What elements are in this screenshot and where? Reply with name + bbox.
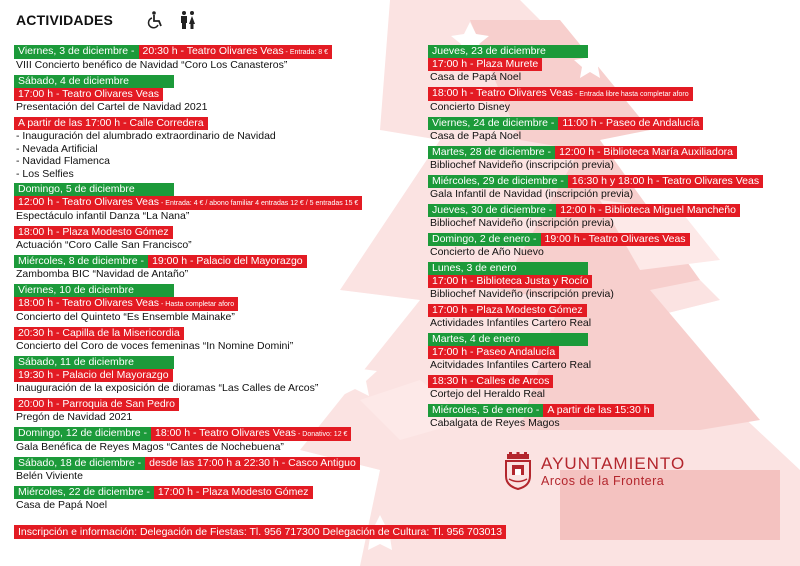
event-date: Miércoles, 5 de enero - (428, 404, 543, 417)
event-header (428, 233, 788, 246)
event-time-place: 17:00 h - Paseo Andalucía (428, 346, 559, 359)
event-time-place: 17:00 h - Biblioteca Justa y Rocío (428, 275, 592, 288)
event-time-place: A partir de las 15:30 h (543, 404, 653, 417)
event-description: Gala Infantil de Navidad (inscripción previa) (430, 188, 634, 200)
event-description: - Inauguración del alumbrado extraordinario de Navidad (16, 130, 276, 142)
event-item (14, 183, 414, 223)
event-date: Domingo, 2 de enero - (428, 233, 541, 246)
event-item (428, 333, 788, 372)
event-description: Espectáculo infantil Danza “La Nana” (16, 210, 190, 222)
event-time-place: 12:00 h - Biblioteca María Auxiliadora (555, 146, 737, 159)
ayuntamiento-logo (503, 452, 685, 490)
event-description: Casa de Papá Noel (16, 499, 108, 511)
event-header (428, 404, 788, 417)
event-description: Casa de Papá Noel (430, 130, 522, 142)
event-description: - Navidad Flamenca (16, 155, 110, 167)
event-header (428, 175, 788, 188)
event-item (14, 427, 414, 454)
event-item (428, 87, 788, 114)
event-date: Viernes, 24 de diciembre - (428, 117, 558, 130)
event-description: Actividades Infantiles Cartero Real (430, 317, 592, 329)
event-item (428, 304, 788, 330)
event-time-place: A partir de las 17:00 h - Calle Corredera (14, 117, 208, 130)
event-note: - Donativo: 12 € (296, 431, 348, 438)
event-description: Bibliochef Navideño (inscripción previa) (430, 217, 614, 229)
event-date: Viernes, 3 de diciembre - (14, 45, 139, 59)
contact-info-banner: Inscripción e información: Delegación de Fiestas: Tl. 956 717300 Delegación de Cultura: Tl. 956 703013 (14, 525, 506, 539)
event-time-place: desde las 17:00 h a 22:30 h - Casco Antiguo (145, 457, 360, 470)
event-item (14, 117, 414, 180)
logo-subtitle: Arcos de la Frontera (541, 474, 665, 488)
event-description: Inauguración de la exposición de dioramas “Las Calles de Arcos” (16, 382, 319, 394)
event-time-place: 19:00 h - Teatro Olivares Veas (541, 233, 690, 246)
event-item (14, 398, 414, 424)
event-time-place: 17:00 h - Teatro Olivares Veas (14, 88, 163, 101)
event-item (428, 117, 788, 143)
event-description: Gala Benéfica de Reyes Magos “Cantes de Nochebuena” (16, 441, 284, 453)
event-time-place: 12:00 h - Biblioteca Miguel Mancheño (556, 204, 740, 217)
event-date: Sábado, 18 de diciembre - (14, 457, 145, 470)
event-item (428, 175, 788, 201)
event-description: Bibliochef Navideño (inscripción previa) (430, 159, 614, 171)
event-date: Domingo, 12 de diciembre - (14, 427, 151, 441)
event-header (428, 146, 788, 159)
event-time-place: 18:00 h - Plaza Modesto Gómez (14, 226, 173, 239)
event-header (428, 204, 788, 217)
event-description: Concierto Disney (430, 101, 510, 113)
events-column-right (428, 45, 788, 433)
event-time-place: 20:00 h - Parroquia de San Pedro (14, 398, 179, 411)
event-description: Concierto del Coro de voces femeninas “In Nomine Domini” (16, 340, 294, 352)
event-date: Miércoles, 8 de diciembre - (14, 255, 148, 268)
event-header (14, 457, 414, 470)
event-description: Concierto de Año Nuevo (430, 246, 544, 258)
event-date: Martes, 28 de diciembre - (428, 146, 555, 159)
event-description: Zambomba BIC “Navidad de Antaño” (16, 268, 189, 280)
coat-of-arms-icon (503, 452, 533, 490)
event-time-place: 17:00 h - Plaza Modesto Gómez (428, 304, 587, 317)
event-item (14, 284, 414, 324)
event-time-place: 12:00 h - Teatro Olivares Veas - Entrada: 4 € / abono familiar 4 entradas 12 € / 5 entradas 15 € (14, 196, 362, 210)
event-item (428, 45, 788, 84)
event-date: Miércoles, 22 de diciembre - (14, 486, 154, 499)
event-time-place: 18:00 h - Teatro Olivares Veas - Hasta completar aforo (14, 297, 238, 311)
event-note: - Entrada: 8 € (283, 49, 328, 56)
event-description: Actuación “Coro Calle San Francisco” (16, 239, 192, 251)
event-description: Presentación del Cartel de Navidad 2021 (16, 101, 208, 113)
event-date: Viernes, 10 de diciembre (14, 284, 174, 297)
event-description: Pregón de Navidad 2021 (16, 411, 133, 423)
event-item (14, 356, 414, 395)
event-note: - Entrada: 4 € / abono familiar 4 entradas 12 € / 5 entradas 15 € (159, 200, 359, 207)
event-description: Cabalgata de Reyes Magos (430, 417, 560, 429)
event-date: Lunes, 3 de enero (428, 262, 588, 275)
event-description: Bibliochef Navideño (inscripción previa) (430, 288, 614, 300)
accessibility-icons (146, 10, 198, 30)
event-item (14, 457, 414, 483)
event-item (428, 262, 788, 301)
event-description: Concierto del Quinteto “Es Ensemble Mainake” (16, 311, 235, 323)
wheelchair-icon (146, 10, 166, 30)
event-item (428, 204, 788, 230)
page-title: ACTIVIDADES (16, 12, 114, 28)
event-time-place: 19:00 h - Palacio del Mayorazgo (148, 255, 307, 268)
event-item (428, 375, 788, 401)
events-column-left (14, 45, 414, 515)
event-date: Jueves, 23 de diciembre (428, 45, 588, 58)
event-header (14, 45, 414, 59)
event-date: Martes, 4 de enero (428, 333, 588, 346)
event-description: VIII Concierto benéfico de Navidad “Coro Los Canasteros” (16, 59, 288, 71)
event-item (14, 226, 414, 252)
event-item (14, 255, 414, 281)
event-time-place: 18:00 h - Teatro Olivares Veas - Entrada libre hasta completar aforo (428, 87, 693, 101)
event-time-place: 17:00 h - Plaza Modesto Gómez (154, 486, 313, 499)
event-item (14, 486, 414, 512)
event-time-place: 19:30 h - Palacio del Mayorazgo (14, 369, 173, 382)
event-time-place: 17:00 h - Plaza Murete (428, 58, 542, 71)
event-time-place: 16:30 h y 18:00 h - Teatro Olivares Veas (568, 175, 763, 188)
event-time-place: 18:00 h - Teatro Olivares Veas - Donativo: 12 € (151, 427, 351, 441)
event-header (428, 117, 788, 130)
event-date: Jueves, 30 de diciembre - (428, 204, 556, 217)
event-item (14, 75, 414, 114)
event-date: Sábado, 4 de diciembre (14, 75, 174, 88)
event-description: Cortejo del Heraldo Real (430, 388, 545, 400)
event-description: - Los Selfies (16, 167, 74, 180)
event-item (428, 404, 788, 430)
event-item (14, 327, 414, 353)
logo-title: AYUNTAMIENTO (541, 454, 686, 473)
family-icon (178, 10, 198, 30)
event-item (428, 146, 788, 172)
event-date: Miércoles, 29 de diciembre - (428, 175, 568, 188)
event-description: Acitvidades Infantiles Cartero Real (430, 359, 592, 371)
event-header (14, 427, 414, 441)
event-time-place: 20:30 h - Teatro Olivares Veas - Entrada: 8 € (139, 45, 332, 59)
event-note: - Hasta completar aforo (159, 301, 235, 308)
event-description: Casa de Papá Noel (430, 71, 522, 83)
event-item (428, 233, 788, 259)
event-note: - Entrada libre hasta completar aforo (573, 91, 689, 98)
event-header (14, 486, 414, 499)
event-date: Domingo, 5 de diciembre (14, 183, 174, 196)
event-description: - Nevada Artificial (16, 142, 98, 155)
event-item (14, 45, 414, 72)
event-time-place: 11:00 h - Paseo de Andalucía (558, 117, 703, 130)
event-time-place: 20:30 h - Capilla de la Misericordia (14, 327, 184, 340)
event-time-place: 18:30 h - Calles de Arcos (428, 375, 553, 388)
event-date: Sábado, 11 de diciembre (14, 356, 174, 369)
event-header (14, 255, 414, 268)
event-description: Belén Viviente (16, 470, 83, 482)
